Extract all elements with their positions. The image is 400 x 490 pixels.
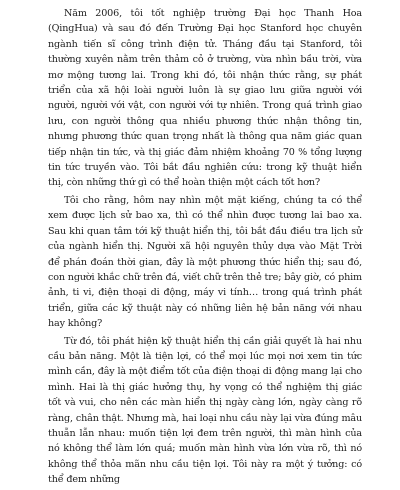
- paragraph-2: Tôi cho rằng, hôm nay nhìn một mặt kiếng, chúng ta có thể xem được lịch sử bao xa, thì có thể nhìn được tương lai bao xa. Sau khi quan tâm tới kỹ thuật hiển thị, tôi bắt đầu điều tra lịch sử của ngành hiển thị. Người xã hội nguyên thủy dựa vào Mặt Trời để phán đoán thời gian, đây là một phương thức hiển thị; sau đó, con người khắc chữ trên đá, viết chữ trên thẻ tre; bây giờ, có phim ảnh, ti vi, điện thoại di động, máy vi tính… trong quá trình phát triển, giữa các kỹ thuật này có những liên hệ bản năng với nhau hay không?: [48, 194, 362, 330]
- body-text: [48, 6, 362, 490]
- paragraph-1: Năm 2006, tôi tốt nghiệp trường Đại học Thanh Hoa (QingHua) và sau đó đến Trường Đại học Stanford học chuyên ngành tiến sĩ công trình điện tử. Tháng đầu tại Stanford, tôi thường xuyên nằm trên thảm cỏ ở trường, vừa nhìn bầu trời, vừa mơ mộng tương lai. Trong khi đó, tôi nhận thức rằng, sự phát triển của xã hội loài người luôn là sự giao lưu giữa người với người, người với vật, con người với tự nhiên. Trong quá trình giao lưu, con người thông qua nhiều phương thức nhận thông tin, nhưng phương thức quan trọng nhất là thông qua năm giác quan tiếp nhận tin tức, và thị giác đảm nhiệm khoảng 70 % tổng lượng tin tức truyền vào. Tôi bắt đầu nghiên cứu: trong kỹ thuật hiển thị, còn những thứ gì có thể hoàn thiện một cách tốt hơn?: [48, 8, 362, 189]
- paragraph-3: Từ đó, tôi phát hiện kỹ thuật hiển thị cần giải quyết là hai nhu cầu bản năng. Một là tiện lợi, có thể mọi lúc mọi nơi xem tin tức mình cần, đây là một điểm tốt của điện thoại di động mang lại cho mình. Hai là thị giác hưởng thụ, hy vọng có thể nghiệm thị giác tốt và vui, cho nên các màn hiển thị ngày càng lớn, ngày càng rõ ràng, chân thật. Nhưng mà, hai loại nhu cầu này lại vừa đúng mâu thuẫn lẫn nhau: muốn tiện lợi đem trên người, thì màn hình của nó không thể làm lớn quá; muốn màn hình vừa lớn vừa rõ, thì nó không thể thỏa mãn nhu cầu tiện lợi. Tôi này ra một ý tưởng: có thể đem những: [48, 335, 362, 486]
